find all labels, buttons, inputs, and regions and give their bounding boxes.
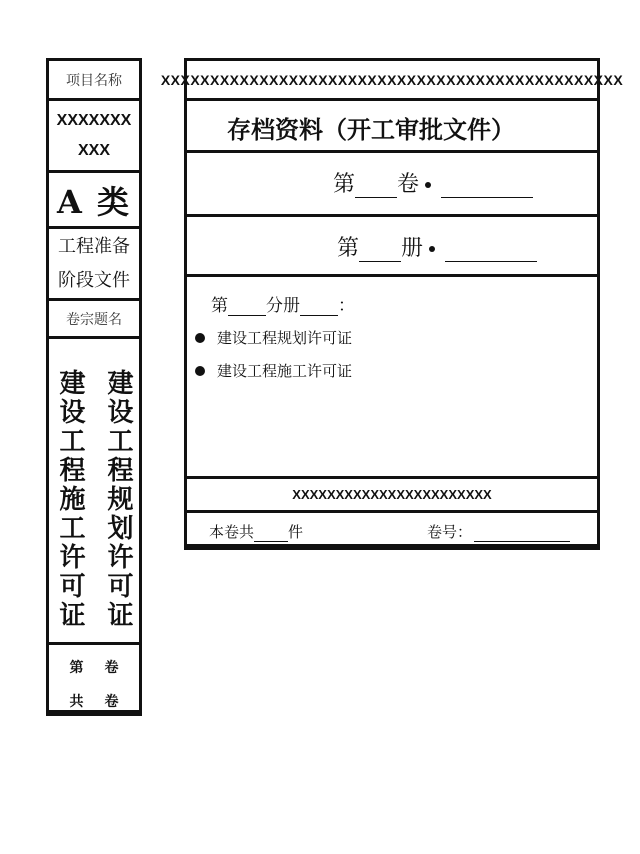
footer-row	[187, 513, 597, 547]
item-count-suffix: 件	[288, 523, 304, 541]
list-item-label: 建设工程施工许可证	[217, 362, 353, 380]
book-number-blank	[359, 235, 401, 262]
book-prefix: 第	[337, 236, 360, 261]
bullet-icon	[195, 333, 205, 343]
volume-number-blank	[355, 171, 397, 198]
item-count-field	[209, 521, 303, 542]
volume-id-prefix: 卷号：	[427, 523, 473, 541]
title-label-cell	[49, 301, 139, 339]
cover-title-row	[187, 101, 597, 153]
footer-code: XXXXXXXXXXXXXXXXXXXXXXX	[292, 487, 492, 502]
volume-id-field	[427, 521, 570, 542]
project-name-label-cell	[49, 61, 139, 101]
sub-volume-suffix: ：	[338, 296, 355, 316]
project-code-cell	[49, 101, 139, 173]
volume-cell	[49, 645, 139, 713]
cover-top-code: XXXXXXXXXXXXXXXXXXXXXXXXXXXXXXXXXXXXXXXXXXXXXXX	[160, 71, 624, 88]
list-item	[195, 321, 352, 354]
sub-volume-name-blank	[300, 297, 338, 316]
contents-section	[187, 277, 597, 479]
volume-total-suffix: 卷	[104, 694, 119, 710]
spine-title-construction: 建设工程施工许可证	[55, 369, 85, 630]
footer-code-row	[187, 479, 597, 513]
list-item-label: 建设工程规划许可证	[217, 329, 353, 347]
book-suffix: 册	[401, 236, 424, 261]
volume-line-row	[187, 153, 597, 217]
cover-title: 存档资料（开工审批文件）	[227, 116, 515, 144]
volume-line	[333, 167, 533, 198]
stage-cell	[49, 229, 139, 301]
item-count-prefix: 本卷共	[209, 523, 255, 541]
sub-volume-prefix: 第	[211, 296, 228, 316]
book-line	[337, 231, 537, 262]
sub-volume-number-blank	[228, 297, 266, 316]
spine-title-planning: 建设工程规划许可证	[103, 369, 133, 630]
item-count-blank	[254, 525, 288, 542]
category-cell	[49, 173, 139, 229]
list-item	[195, 354, 352, 387]
title-label: 卷宗题名	[66, 311, 122, 328]
book-line-row	[187, 217, 597, 277]
archive-spine	[46, 58, 142, 716]
book-name-blank	[445, 235, 537, 262]
separator-dot	[429, 246, 435, 252]
sub-volume-middle: 分册	[266, 296, 300, 316]
volume-number-row	[49, 657, 139, 677]
separator-dot	[425, 182, 431, 188]
project-code: XXXXXXXXXX	[56, 111, 132, 159]
bullet-icon	[195, 366, 205, 376]
category-label: A 类	[57, 182, 131, 221]
volume-prefix: 第	[333, 172, 356, 197]
volume-suffix: 卷	[397, 172, 420, 197]
volume-total-prefix: 共	[69, 694, 84, 710]
spine-title-cell	[49, 339, 139, 645]
sub-volume-line	[211, 291, 355, 316]
volume-total-row	[49, 691, 139, 711]
cover-top-code-row	[160, 61, 624, 101]
contents-list	[195, 321, 352, 387]
project-name-label: 项目名称	[66, 72, 122, 89]
archive-cover	[160, 58, 624, 550]
volume-number-prefix: 第	[69, 660, 84, 676]
volume-number-suffix: 卷	[104, 660, 119, 676]
volume-name-blank	[441, 171, 533, 198]
volume-id-blank	[474, 525, 570, 542]
stage-label: 工程准备阶段文件	[58, 235, 130, 291]
